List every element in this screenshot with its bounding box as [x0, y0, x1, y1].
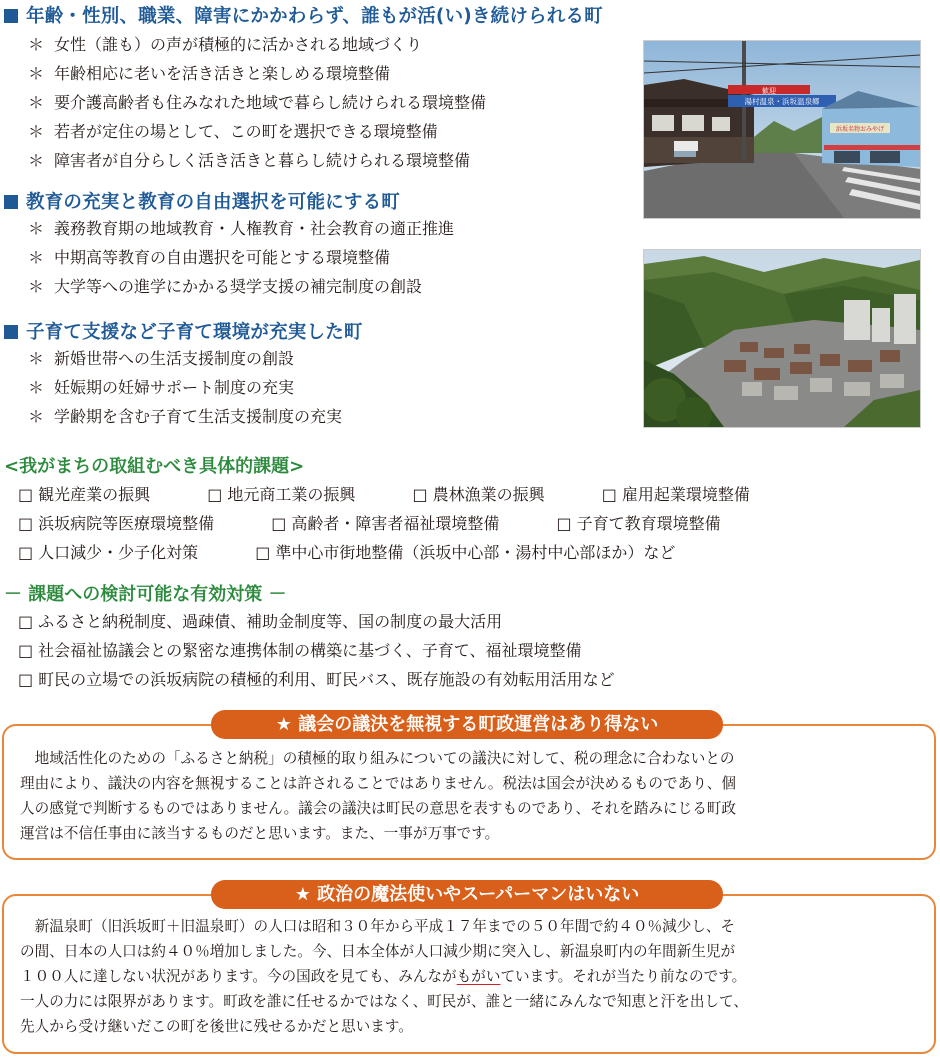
issues-heading: <我がまちの取組むべき具体的課題> — [4, 456, 305, 477]
measure-item: □ ふるさと納税制度、過疎債、補助金制度等、国の制度の最大活用 — [18, 612, 503, 631]
checkbox-icon: □ — [18, 670, 34, 689]
opinion-title-1: ★ 議会の議決を無視する町政運営はあり得ない — [211, 710, 723, 739]
opinion-text-1: 地域活性化のための「ふるさと納税」の積極的取り組みについての議決に対して、税の理念に合わないとの 理由により、議決の内容を無視することは許されることではありません。税法は国会が決めるものであり、個 人の感覚で判断するものではありません。議会の議決は町民の意思を表すものであり、それを踏みにじる町政 運営は不信任事由に該当するものだと思います。また、一事が万事です。 — [20, 750, 736, 842]
section-heading-3: 子育て支援など子育て環境が充実した町 — [4, 318, 363, 344]
section-heading-2: 教育の充実と教育の自由選択を可能にする町 — [4, 188, 400, 214]
issue-item: □ 雇用起業環境整備 — [601, 485, 750, 504]
asterisk-icon: ＊ — [28, 122, 45, 141]
checkbox-icon: □ — [412, 485, 428, 504]
checkbox-icon: □ — [207, 485, 223, 504]
section-3-list — [28, 344, 342, 431]
asterisk-icon: ＊ — [28, 248, 45, 267]
checkbox-icon: □ — [255, 543, 271, 562]
list-item: ＊ 障害者が自分らしく活き活きと暮らし続けられる環境整備 — [28, 146, 486, 175]
checkbox-icon: □ — [18, 514, 34, 533]
list-item: ＊ 学齢期を含む子育て生活支援制度の充実 — [28, 402, 342, 431]
asterisk-icon: ＊ — [28, 219, 45, 238]
issues-row-2 — [18, 509, 773, 538]
asterisk-icon: ＊ — [28, 35, 45, 54]
issue-item: □ 農林漁業の振興 — [412, 485, 545, 504]
issue-item: □ 浜坂病院等医療環境整備 — [18, 514, 215, 533]
square-bullet-icon — [4, 195, 18, 209]
section-2-list — [28, 214, 454, 301]
list-item: ＊ 若者が定住の場として、この町を選択できる環境整備 — [28, 117, 486, 146]
valley-photo-image — [644, 250, 920, 427]
square-bullet-icon — [4, 325, 18, 339]
valley-photo — [643, 249, 921, 428]
section-1-list — [28, 30, 486, 175]
street-photo — [643, 40, 921, 219]
asterisk-icon: ＊ — [28, 407, 45, 426]
measure-item: □ 町民の立場での浜坂病院の積極的利用、町民バス、既存施設の有効転用活用など — [18, 670, 615, 689]
underlined-phrase: もがい — [456, 968, 501, 985]
asterisk-icon: ＊ — [28, 64, 45, 83]
shop-sign-text: 浜坂名物おみやげ — [835, 126, 885, 133]
list-item: ＊ 中期高等教育の自由選択を可能とする環境整備 — [28, 243, 454, 272]
list-item: ＊ 年齢相応に老いを活き活きと楽しめる環境整備 — [28, 59, 486, 88]
list-item: ＊ 妊娠期の妊婦サポート制度の充実 — [28, 373, 342, 402]
opinion-title-2: ★ 政治の魔法使いやスーパーマンはいない — [211, 880, 723, 909]
issue-item: □ 準中心市街地整備（浜坂中心部・湯村中心部ほか）など — [255, 543, 676, 562]
square-bullet-icon — [4, 9, 18, 23]
list-item: ＊ 義務教育期の地域教育・人権教育・社会教育の適正推進 — [28, 214, 454, 243]
measures-heading: － 課題への検討可能な有効対策 － — [4, 584, 287, 605]
checkbox-icon: □ — [271, 514, 287, 533]
issue-item: □ 高齢者・障害者福祉環境整備 — [271, 514, 500, 533]
opinion-text-2: 新温泉町（旧浜坂町＋旧温泉町）の人口は昭和３０年から平成１７年までの５０年間で約４０％減少し、そ の間、日本の人口は約４０％増加しました。今、日本全体が人口減少期に突入し、新温泉町内の年間新生児が １００人に達しない状況があります。今の国政を見ても、みんながもがいています。それが当たり前なのです。 一人の力には限界があります。町政を誰に任せるかではなく、町民が、誰と一緒にみんなで知恵と汗を出して、 先人から受け継いだこの町を後世に残せるかだと思います。 — [20, 918, 748, 1035]
checkbox-icon: □ — [18, 612, 34, 631]
asterisk-icon: ＊ — [28, 277, 45, 296]
issue-item: □ 人口減少・少子化対策 — [18, 543, 199, 562]
checkbox-icon: □ — [18, 543, 34, 562]
measure-item: □ 社会福祉協議会との緊密な連携体制の構築に基づく、子育て、福祉環境整備 — [18, 641, 582, 660]
street-photo-image — [644, 41, 920, 218]
issues-row-1 — [18, 480, 802, 509]
asterisk-icon: ＊ — [28, 151, 45, 170]
list-item: ＊ 女性（誰も）の声が積極的に活かされる地域づくり — [28, 30, 486, 59]
section-heading-1: 年齢・性別、職業、障害にかかわらず、誰もが活(い)き続けられる町 — [4, 2, 603, 28]
list-item: ＊ 要介護高齢者も住みなれた地域で暮らし続けられる環境整備 — [28, 88, 486, 117]
list-item: ＊ 大学等への進学にかかる奨学支援の補完制度の創設 — [28, 272, 454, 301]
gate-sign-text: 湯村温泉・浜坂温泉郷 — [744, 97, 820, 106]
checkbox-icon: □ — [556, 514, 572, 533]
asterisk-icon: ＊ — [28, 93, 45, 112]
issue-item: □ 観光産業の振興 — [18, 485, 151, 504]
welcome-sign-text: 歓迎 — [762, 87, 776, 95]
list-item: ＊ 新婚世帯への生活支援制度の創設 — [28, 344, 342, 373]
issue-item: □ 子育て教育環境整備 — [556, 514, 721, 533]
checkbox-icon: □ — [18, 485, 34, 504]
issues-row-3 — [18, 538, 727, 567]
issue-item: □ 地元商工業の振興 — [207, 485, 356, 504]
asterisk-icon: ＊ — [28, 378, 45, 397]
asterisk-icon: ＊ — [28, 349, 45, 368]
checkbox-icon: □ — [601, 485, 617, 504]
checkbox-icon: □ — [18, 641, 34, 660]
